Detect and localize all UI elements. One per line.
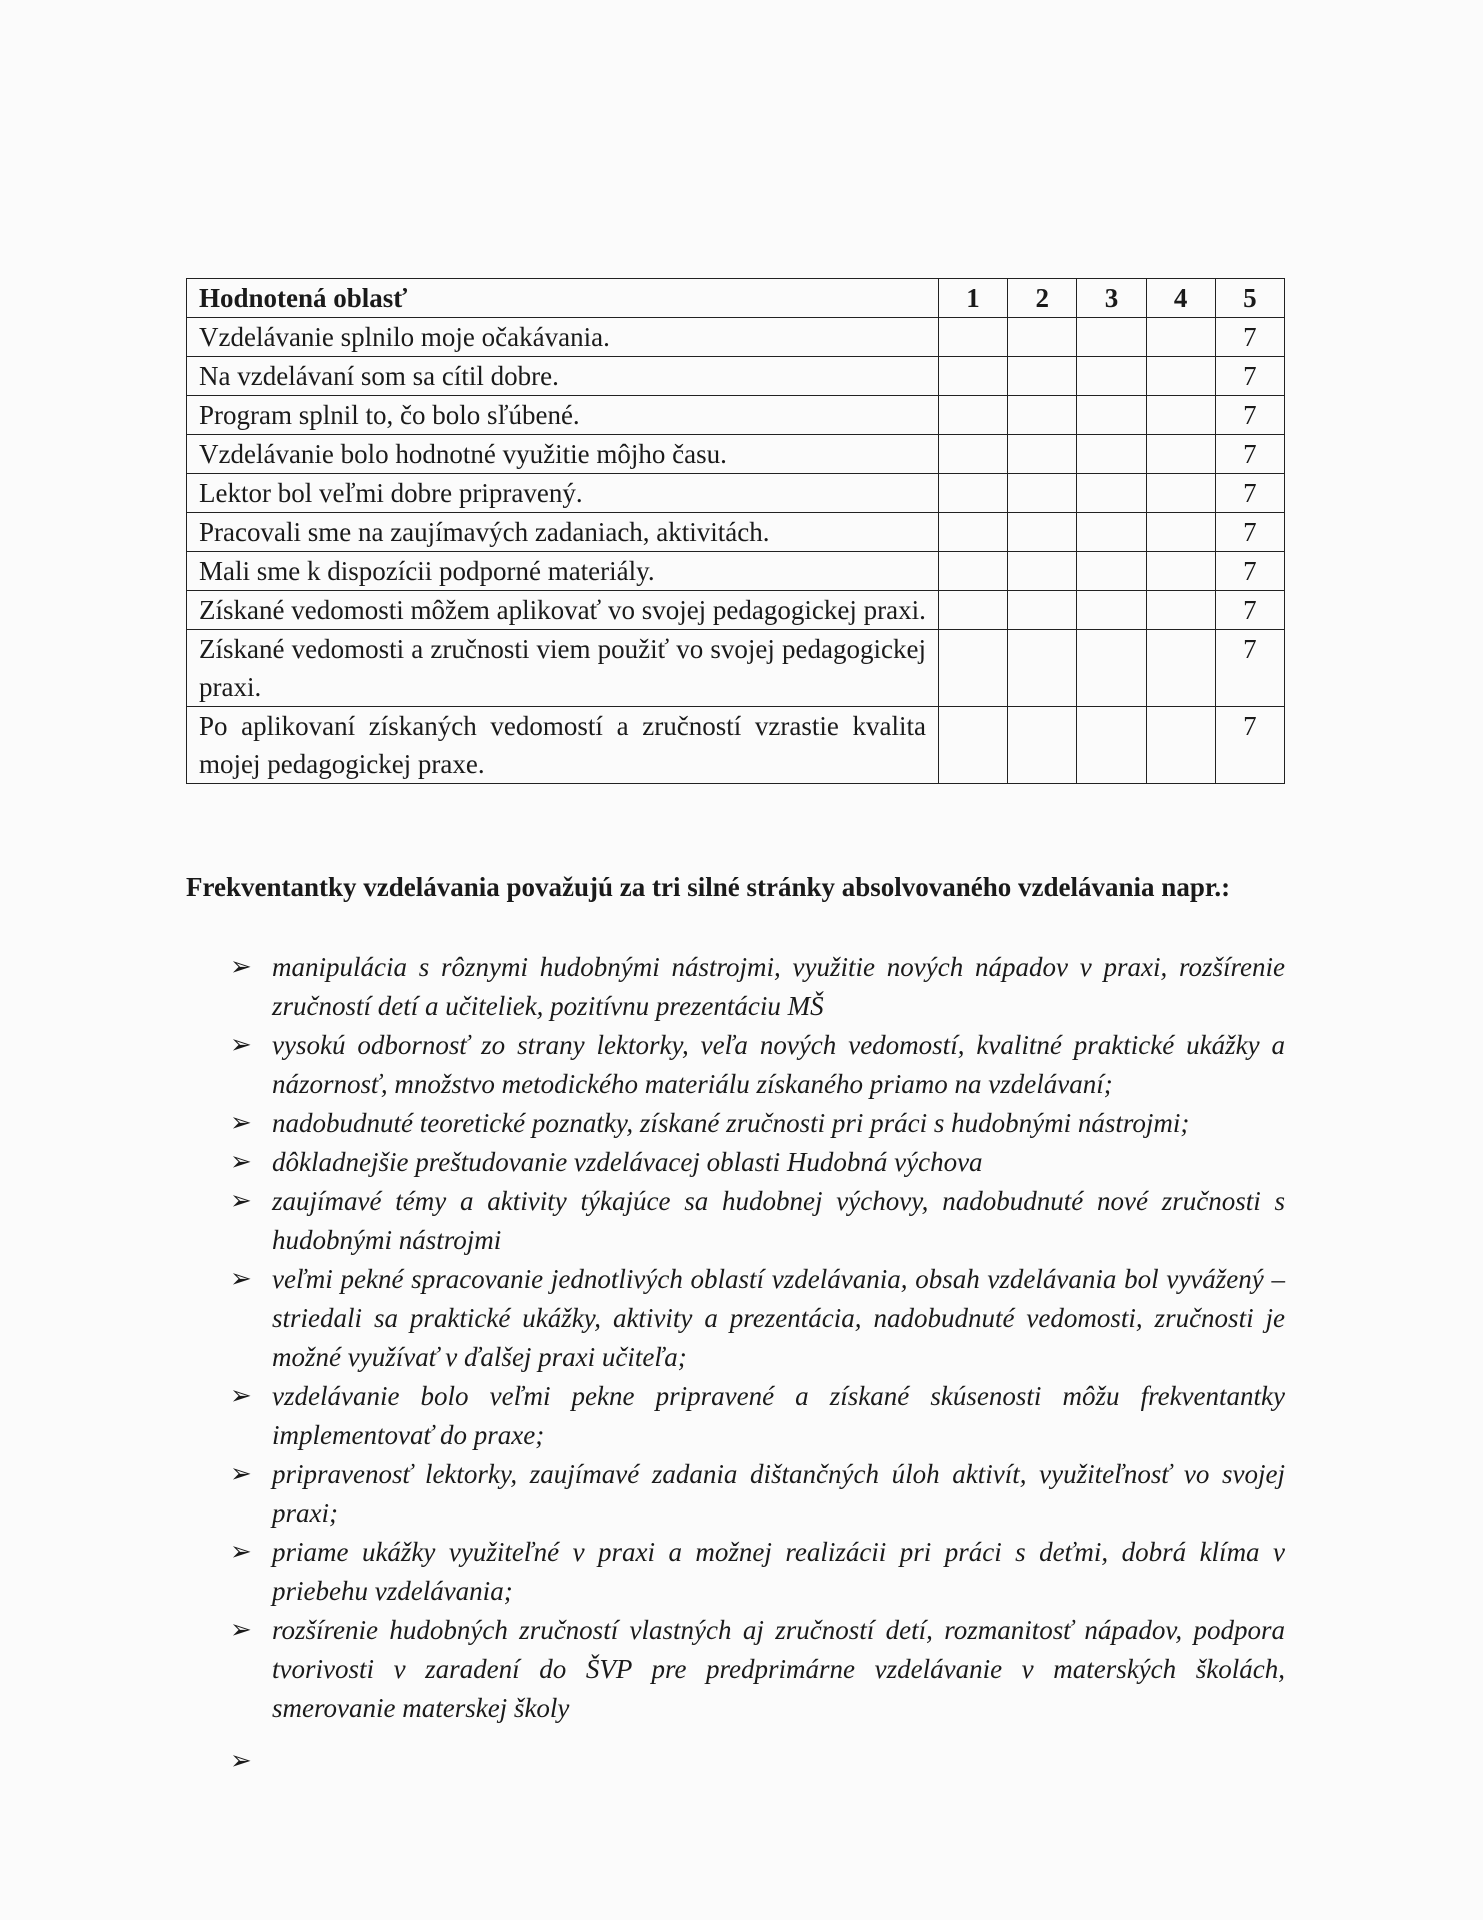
header-score-2: 2 xyxy=(1008,279,1077,318)
table-row xyxy=(187,474,1285,513)
arrow-bullet-icon: ➢ xyxy=(230,1459,252,1489)
list-item-text: priame ukážky využiteľné v praxi a možnej realizácii pri práci s deťmi, dobrá klíma v priebehu vzdelávania; xyxy=(272,1537,1285,1606)
row-area: Získané vedomosti môžem aplikovať vo svojej pedagogickej praxi. xyxy=(187,591,939,630)
table-row xyxy=(187,591,1285,630)
cell-score-2 xyxy=(1008,552,1077,591)
row-area: Vzdelávanie bolo hodnotné využitie môjho času. xyxy=(187,435,939,474)
header-score-5: 5 xyxy=(1215,279,1284,318)
cell-score-5: 7 xyxy=(1215,357,1284,396)
cell-score-2 xyxy=(1008,435,1077,474)
cell-score-2 xyxy=(1008,707,1077,784)
cell-score-1 xyxy=(938,552,1007,591)
row-area: Po aplikovaní získaných vedomostí a zručností vzrastie kvalita mojej pedagogickej praxe. xyxy=(187,707,939,784)
list-item-text: dôkladnejšie preštudovanie vzdelávacej oblasti Hudobná výchova xyxy=(272,1147,983,1177)
table-row xyxy=(187,513,1285,552)
cell-score-4 xyxy=(1146,318,1215,357)
list-item xyxy=(186,1143,1285,1182)
arrow-bullet-icon: ➢ xyxy=(230,1615,252,1645)
row-area: Mali sme k dispozícii podporné materiály. xyxy=(187,552,939,591)
list-item-text: veľmi pekné spracovanie jednotlivých oblastí vzdelávania, obsah vzdelávania bol vyvážený – striedali sa praktické ukážky, aktivity a prezentácia, nadobudnuté vedomosti, zručnosti je možné využívať v ďalšej praxi učiteľa; xyxy=(272,1264,1285,1372)
list-item xyxy=(186,1182,1285,1260)
cell-score-5: 7 xyxy=(1215,630,1284,707)
row-area: Získané vedomosti a zručnosti viem použiť vo svojej pedagogickej praxi. xyxy=(187,630,939,707)
table-row xyxy=(187,630,1285,707)
table-row xyxy=(187,357,1285,396)
list-item-text: manipulácia s rôznymi hudobnými nástrojmi, využitie nových nápadov v praxi, rozšírenie zručností detí a učiteliek, pozitívnu prezentáciu MŠ xyxy=(272,952,1285,1021)
cell-score-5: 7 xyxy=(1215,318,1284,357)
cell-score-5: 7 xyxy=(1215,513,1284,552)
list-item xyxy=(186,1742,1285,1781)
cell-score-2 xyxy=(1008,396,1077,435)
cell-score-2 xyxy=(1008,630,1077,707)
cell-score-1 xyxy=(938,357,1007,396)
cell-score-3 xyxy=(1077,318,1146,357)
cell-score-1 xyxy=(938,630,1007,707)
cell-score-3 xyxy=(1077,591,1146,630)
cell-score-1 xyxy=(938,396,1007,435)
cell-score-5: 7 xyxy=(1215,707,1284,784)
list-item xyxy=(186,1533,1285,1611)
arrow-bullet-icon: ➢ xyxy=(230,952,252,982)
cell-score-3 xyxy=(1077,630,1146,707)
evaluation-table xyxy=(186,278,1285,784)
table-row xyxy=(187,435,1285,474)
cell-score-4 xyxy=(1146,474,1215,513)
cell-score-4 xyxy=(1146,435,1215,474)
cell-score-1 xyxy=(938,513,1007,552)
cell-score-4 xyxy=(1146,707,1215,784)
cell-score-2 xyxy=(1008,318,1077,357)
cell-score-3 xyxy=(1077,357,1146,396)
arrow-bullet-icon: ➢ xyxy=(230,1381,252,1411)
strengths-heading: Frekventantky vzdelávania považujú za tri silné stránky absolvovaného vzdelávania napr.: xyxy=(186,872,1231,902)
cell-score-5: 7 xyxy=(1215,435,1284,474)
cell-score-3 xyxy=(1077,552,1146,591)
arrow-bullet-icon: ➢ xyxy=(230,1108,252,1138)
table-row xyxy=(187,396,1285,435)
table-row xyxy=(187,318,1285,357)
cell-score-1 xyxy=(938,474,1007,513)
list-item-text: vzdelávanie bolo veľmi pekne pripravené a získané skúsenosti môžu frekventantky implementovať do praxe; xyxy=(272,1381,1285,1450)
cell-score-5: 7 xyxy=(1215,552,1284,591)
cell-score-1 xyxy=(938,707,1007,784)
list-item xyxy=(186,1455,1285,1533)
cell-score-2 xyxy=(1008,513,1077,552)
strengths-list xyxy=(186,948,1285,1781)
cell-score-1 xyxy=(938,591,1007,630)
list-item xyxy=(186,1104,1285,1143)
cell-score-4 xyxy=(1146,591,1215,630)
row-area: Pracovali sme na zaujímavých zadaniach, aktivitách. xyxy=(187,513,939,552)
cell-score-2 xyxy=(1008,474,1077,513)
list-item-text: zaujímavé témy a aktivity týkajúce sa hudobnej výchovy, nadobudnuté nové zručnosti s hudobnými nástrojmi xyxy=(272,1186,1285,1255)
cell-score-4 xyxy=(1146,513,1215,552)
cell-score-3 xyxy=(1077,707,1146,784)
cell-score-1 xyxy=(938,435,1007,474)
arrow-bullet-icon: ➢ xyxy=(230,1030,252,1060)
table-row xyxy=(187,552,1285,591)
cell-score-5: 7 xyxy=(1215,396,1284,435)
row-area: Lektor bol veľmi dobre pripravený. xyxy=(187,474,939,513)
cell-score-3 xyxy=(1077,513,1146,552)
list-item xyxy=(186,1611,1285,1728)
header-area: Hodnotená oblasť xyxy=(187,279,939,318)
header-score-1: 1 xyxy=(938,279,1007,318)
cell-score-3 xyxy=(1077,474,1146,513)
list-item-text: rozšírenie hudobných zručností vlastných aj zručností detí, rozmanitosť nápadov, podpora tvorivosti v zaradení do ŠVP pre predprimárne vzdelávanie v materských školách, smerovanie materskej školy xyxy=(272,1615,1285,1723)
list-item-text: nadobudnuté teoretické poznatky, získané zručnosti pri práci s hudobnými nástrojmi; xyxy=(272,1108,1190,1138)
row-area: Na vzdelávaní som sa cítil dobre. xyxy=(187,357,939,396)
cell-score-4 xyxy=(1146,552,1215,591)
cell-score-4 xyxy=(1146,630,1215,707)
cell-score-3 xyxy=(1077,396,1146,435)
cell-score-3 xyxy=(1077,435,1146,474)
list-item xyxy=(186,1026,1285,1104)
arrow-bullet-icon: ➢ xyxy=(230,1186,252,1216)
row-area: Program splnil to, čo bolo sľúbené. xyxy=(187,396,939,435)
header-score-3: 3 xyxy=(1077,279,1146,318)
arrow-bullet-icon: ➢ xyxy=(230,1746,252,1776)
cell-score-2 xyxy=(1008,357,1077,396)
cell-score-5: 7 xyxy=(1215,474,1284,513)
list-item-text: vysokú odbornosť zo strany lektorky, veľa nových vedomostí, kvalitné praktické ukážky a názornosť, množstvo metodického materiálu získaného priamo na vzdelávaní; xyxy=(272,1030,1285,1099)
arrow-bullet-icon: ➢ xyxy=(230,1147,252,1177)
cell-score-5: 7 xyxy=(1215,591,1284,630)
table-header-row xyxy=(187,279,1285,318)
cell-score-1 xyxy=(938,318,1007,357)
arrow-bullet-icon: ➢ xyxy=(230,1537,252,1567)
list-item xyxy=(186,1377,1285,1455)
table-row xyxy=(187,707,1285,784)
list-item xyxy=(186,948,1285,1026)
arrow-bullet-icon: ➢ xyxy=(230,1264,252,1294)
list-item xyxy=(186,1260,1285,1377)
cell-score-4 xyxy=(1146,357,1215,396)
list-item-text: pripravenosť lektorky, zaujímavé zadania dištančných úloh aktivít, využiteľnosť vo svojej praxi; xyxy=(272,1459,1285,1528)
header-score-4: 4 xyxy=(1146,279,1215,318)
cell-score-2 xyxy=(1008,591,1077,630)
row-area: Vzdelávanie splnilo moje očakávania. xyxy=(187,318,939,357)
cell-score-4 xyxy=(1146,396,1215,435)
